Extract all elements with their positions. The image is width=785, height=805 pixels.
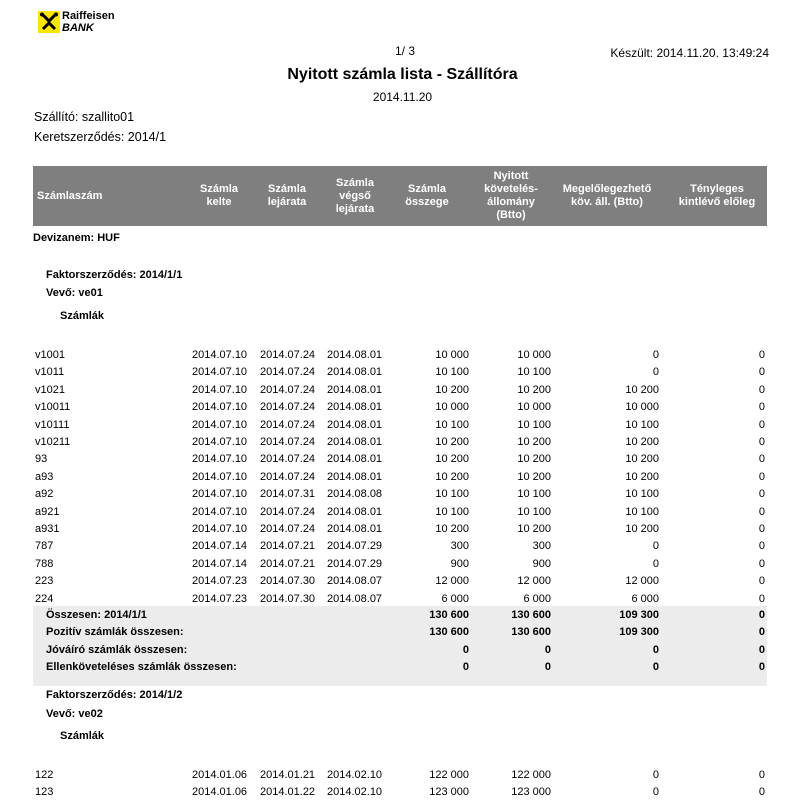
summary-open-receivable: 130 600: [511, 609, 551, 621]
invoice-number-cell: 93: [35, 453, 48, 466]
final-due-date-cell: 2014.08.07: [327, 592, 383, 605]
created-timestamp: Készült: 2014.11.20. 13:49:24: [610, 46, 769, 60]
invoice-amount-cell: 12 000: [435, 575, 469, 588]
invoice-amount-cell: 900: [450, 557, 469, 570]
summary-label: Ellenköveteléses számlák összesen:: [46, 661, 237, 674]
actual-advance-cell: 0: [758, 349, 765, 361]
open-receivable-cell: 10 100: [517, 418, 551, 431]
final-due-date-cell: 2014.08.08: [327, 488, 383, 501]
invoice-date-cell: 2014.07.10: [192, 523, 248, 535]
logo-text-line2: BANK: [62, 22, 94, 34]
open-receivable-cell: 10 100: [517, 366, 551, 379]
invoice-date-cell: 2014.07.10: [192, 453, 248, 466]
table-row: [33, 434, 767, 451]
open-receivable-cell: 12 000: [517, 575, 551, 588]
actual-advance-cell: 0: [758, 592, 765, 605]
actual-advance-cell: 0: [758, 523, 765, 535]
advanceable-amount-cell: 12 000: [625, 575, 659, 588]
open-receivable-cell: 300: [532, 540, 551, 553]
invoice-date-cell: 2014.07.10: [192, 383, 248, 396]
summary-row: [33, 642, 767, 659]
invoice-number-cell: a93: [35, 470, 54, 483]
summary-row: [33, 607, 767, 624]
advanceable-amount-cell: 0: [652, 349, 659, 361]
report-date: 2014.11.20: [372, 90, 433, 104]
actual-advance-cell: 0: [758, 436, 765, 448]
report-title: Nyitott számla lista - Szállítóra: [287, 66, 518, 83]
invoice-date-cell: 2014.07.14: [192, 540, 248, 553]
open-receivable-cell: 10 100: [517, 505, 551, 518]
invoice-number-cell: a92: [35, 488, 54, 501]
due-date-cell: 2014.07.30: [260, 575, 316, 588]
advanceable-amount-cell: 10 200: [625, 470, 659, 483]
final-due-date-cell: 2014.08.01: [327, 349, 383, 361]
actual-advance-cell: 0: [758, 505, 765, 518]
due-date-cell: 2014.07.24: [260, 418, 316, 431]
factoring-contract-2: Faktorszerződés: 2014/1/2: [46, 689, 183, 701]
advanceable-amount-cell: 10 200: [625, 436, 659, 448]
invoice-amount-cell: 10 100: [435, 418, 469, 431]
invoice-number-cell: v10011: [35, 401, 71, 414]
invoice-number-cell: 123: [35, 786, 54, 799]
final-due-date-cell: 2014.08.01: [327, 436, 383, 448]
actual-advance-cell: 0: [758, 540, 765, 553]
invoice-number-cell: v10211: [35, 436, 71, 448]
table-row: [33, 364, 767, 381]
final-due-date-cell: 2014.07.29: [327, 540, 383, 553]
invoice-date-cell: 2014.07.10: [192, 366, 248, 379]
open-receivable-cell: 6 000: [523, 592, 551, 605]
invoice-amount-cell: 10 000: [435, 349, 469, 361]
invoice-amount-cell: 10 200: [435, 436, 469, 448]
summary-advanceable: 109 300: [619, 609, 659, 621]
table-row: [33, 417, 767, 434]
col-final-due-date: Számla végső lejárata: [335, 176, 375, 215]
table-row: [33, 556, 767, 573]
col-due-date: Számla lejárata: [267, 183, 307, 208]
table-row: [33, 784, 767, 801]
buyer-2: Vevő: ve02: [46, 708, 103, 720]
due-date-cell: 2014.07.24: [260, 453, 316, 466]
advanceable-amount-cell: 0: [652, 557, 659, 570]
table-row: [33, 382, 767, 399]
invoice-date-cell: 2014.07.10: [192, 470, 248, 483]
summary-invoice-amount: 130 600: [429, 626, 469, 639]
advanceable-amount-cell: 0: [652, 540, 659, 553]
open-receivable-cell: 10 000: [517, 349, 551, 361]
table-row: [33, 451, 767, 468]
framework-label: Keretszerződés: 2014/1: [34, 130, 167, 144]
actual-advance-cell: 0: [758, 470, 765, 483]
actual-advance-cell: 0: [758, 453, 765, 466]
table-row: [33, 399, 767, 416]
col-invoice-number: Számlaszám: [37, 189, 103, 202]
open-receivable-cell: 10 200: [517, 453, 551, 466]
final-due-date-cell: 2014.07.29: [327, 557, 383, 570]
invoice-number-cell: v1001: [35, 349, 65, 361]
open-receivable-cell: 10 200: [517, 383, 551, 396]
invoice-date-cell: 2014.07.23: [192, 575, 248, 588]
supplier-label: Szállító: szallito01: [34, 110, 135, 124]
final-due-date-cell: 2014.02.10: [327, 769, 383, 781]
col-actual-advance: Tényleges kintlévő előleg: [678, 183, 756, 208]
open-receivable-cell: 10 000: [517, 401, 551, 414]
due-date-cell: 2014.07.24: [260, 436, 316, 448]
invoice-date-cell: 2014.07.10: [192, 505, 248, 518]
due-date-cell: 2014.07.21: [260, 557, 316, 570]
page-number: 1/ 3: [394, 44, 415, 58]
summary-invoice-amount: 0: [462, 643, 469, 656]
invoices-heading-1: Számlák: [60, 310, 105, 322]
invoice-date-cell: 2014.07.10: [192, 488, 248, 501]
final-due-date-cell: 2014.08.01: [327, 505, 383, 518]
final-due-date-cell: 2014.08.01: [327, 383, 383, 396]
actual-advance-cell: 0: [758, 786, 765, 799]
summary-open-receivable: 130 600: [511, 626, 551, 639]
invoice-number-cell: 122: [35, 769, 54, 781]
actual-advance-cell: 0: [758, 557, 765, 570]
invoice-number-cell: 223: [35, 575, 54, 588]
buyer-1: Vevő: ve01: [46, 287, 103, 299]
summary-row: [33, 659, 767, 676]
invoice-amount-cell: 122 000: [429, 769, 469, 781]
invoice-date-cell: 2014.01.06: [192, 786, 248, 799]
due-date-cell: 2014.01.22: [260, 786, 316, 799]
invoice-number-cell: 787: [35, 540, 54, 553]
invoice-amount-cell: 10 100: [435, 488, 469, 501]
summary-label: Pozitív számlák összesen:: [46, 626, 184, 639]
final-due-date-cell: 2014.08.01: [327, 418, 383, 431]
invoice-date-cell: 2014.01.06: [192, 769, 248, 781]
due-date-cell: 2014.07.21: [260, 540, 316, 553]
invoice-number-cell: 224: [35, 592, 54, 605]
open-receivable-cell: 10 200: [517, 523, 551, 535]
table-row: [33, 486, 767, 503]
summary-open-receivable: 0: [544, 661, 551, 674]
due-date-cell: 2014.07.30: [260, 592, 316, 605]
open-receivable-cell: 10 200: [517, 436, 551, 448]
invoice-date-cell: 2014.07.14: [192, 557, 248, 570]
invoice-amount-cell: 10 200: [435, 470, 469, 483]
invoices-heading-2: Számlák: [60, 730, 105, 742]
actual-advance-cell: 0: [758, 401, 765, 414]
due-date-cell: 2014.07.24: [260, 505, 316, 518]
invoice-amount-cell: 10 100: [435, 366, 469, 379]
invoice-number-cell: v1011: [35, 366, 65, 379]
invoice-number-cell: a931: [35, 523, 60, 535]
invoice-amount-cell: 10 200: [435, 453, 469, 466]
advanceable-amount-cell: 10 000: [625, 401, 659, 414]
summary-actual-advance: 0: [758, 643, 765, 656]
table-row: [33, 573, 767, 590]
logo-text-line1: Raiffeisen: [62, 10, 115, 22]
advanceable-amount-cell: 10 100: [625, 418, 659, 431]
summary-invoice-amount: 130 600: [429, 609, 469, 621]
col-invoice-amount: Számla összege: [405, 183, 449, 208]
final-due-date-cell: 2014.08.01: [327, 401, 383, 414]
table-row: [33, 538, 767, 555]
due-date-cell: 2014.07.31: [260, 488, 316, 501]
table-row: [33, 504, 767, 521]
summary-actual-advance: 0: [758, 626, 765, 639]
invoice-amount-cell: 6 000: [441, 592, 469, 605]
due-date-cell: 2014.07.24: [260, 523, 316, 535]
final-due-date-cell: 2014.08.01: [327, 523, 383, 535]
summary-label: Összesen: 2014/1/1: [46, 609, 147, 621]
advanceable-amount-cell: 0: [652, 366, 659, 379]
summary-open-receivable: 0: [544, 643, 551, 656]
open-receivable-cell: 122 000: [511, 769, 551, 781]
invoice-date-cell: 2014.07.10: [192, 349, 248, 361]
due-date-cell: 2014.07.24: [260, 383, 316, 396]
invoice-amount-cell: 10 200: [435, 523, 469, 535]
advanceable-amount-cell: 10 200: [625, 453, 659, 466]
summary-actual-advance: 0: [758, 661, 765, 674]
summary-advanceable: 0: [652, 661, 659, 674]
invoice-number-cell: v1021: [35, 383, 65, 396]
actual-advance-cell: 0: [758, 418, 765, 431]
invoice-amount-cell: 10 200: [435, 383, 469, 396]
currency-label: Devizanem: HUF: [33, 232, 120, 244]
summary-invoice-amount: 0: [462, 661, 469, 674]
factoring-contract-1: Faktorszerződés: 2014/1/1: [46, 269, 183, 281]
col-invoice-date: Számla kelte: [200, 183, 238, 208]
invoice-amount-cell: 10 100: [435, 505, 469, 518]
actual-advance-cell: 0: [758, 383, 765, 396]
invoice-date-cell: 2014.07.10: [192, 418, 248, 431]
due-date-cell: 2014.07.24: [260, 401, 316, 414]
table-header: [33, 166, 767, 226]
summary-actual-advance: 0: [758, 609, 765, 621]
advanceable-amount-cell: 10 200: [625, 383, 659, 396]
summary-row: [33, 624, 767, 641]
advanceable-amount-cell: 6 000: [631, 592, 659, 605]
invoice-number-cell: a921: [35, 505, 60, 518]
open-receivable-cell: 10 200: [517, 470, 551, 483]
summary-label: Jóváíró számlák összesen:: [46, 643, 188, 656]
final-due-date-cell: 2014.08.07: [327, 575, 383, 588]
advanceable-amount-cell: 10 200: [625, 523, 659, 535]
invoice-amount-cell: 10 000: [435, 401, 469, 414]
open-receivable-cell: 10 100: [517, 488, 551, 501]
final-due-date-cell: 2014.08.01: [327, 366, 383, 379]
invoice-date-cell: 2014.07.10: [192, 401, 248, 414]
advanceable-amount-cell: 0: [652, 786, 659, 799]
table-row: [33, 469, 767, 486]
open-receivable-cell: 900: [532, 557, 551, 570]
col-advanceable: Megelőlegezhető köv. áll. (Btto): [562, 183, 652, 208]
final-due-date-cell: 2014.08.01: [327, 470, 383, 483]
due-date-cell: 2014.07.24: [260, 470, 316, 483]
due-date-cell: 2014.07.24: [260, 349, 316, 361]
actual-advance-cell: 0: [758, 575, 765, 588]
advanceable-amount-cell: 10 100: [625, 505, 659, 518]
due-date-cell: 2014.07.24: [260, 366, 316, 379]
advanceable-amount-cell: 10 100: [625, 488, 659, 501]
advanceable-amount-cell: 0: [652, 769, 659, 781]
invoice-date-cell: 2014.07.10: [192, 436, 248, 448]
actual-advance-cell: 0: [758, 366, 765, 379]
final-due-date-cell: 2014.02.10: [327, 786, 383, 799]
invoice-amount-cell: 300: [450, 540, 469, 553]
table-row: [33, 347, 767, 364]
summary-advanceable: 109 300: [619, 626, 659, 639]
invoice-number-cell: 788: [35, 557, 54, 570]
invoice-date-cell: 2014.07.23: [192, 592, 248, 605]
invoice-amount-cell: 123 000: [429, 786, 469, 799]
open-receivable-cell: 123 000: [511, 786, 551, 799]
table-row: [33, 767, 767, 784]
due-date-cell: 2014.01.21: [260, 769, 316, 781]
final-due-date-cell: 2014.08.01: [327, 453, 383, 466]
actual-advance-cell: 0: [758, 488, 765, 501]
actual-advance-cell: 0: [758, 769, 765, 781]
col-open-receivable: Nyitott követelés-állomány (Btto): [484, 170, 538, 221]
logo-icon: [38, 11, 60, 33]
invoice-number-cell: v10111: [35, 418, 70, 431]
summary-advanceable: 0: [652, 643, 659, 656]
table-row: [33, 521, 767, 538]
